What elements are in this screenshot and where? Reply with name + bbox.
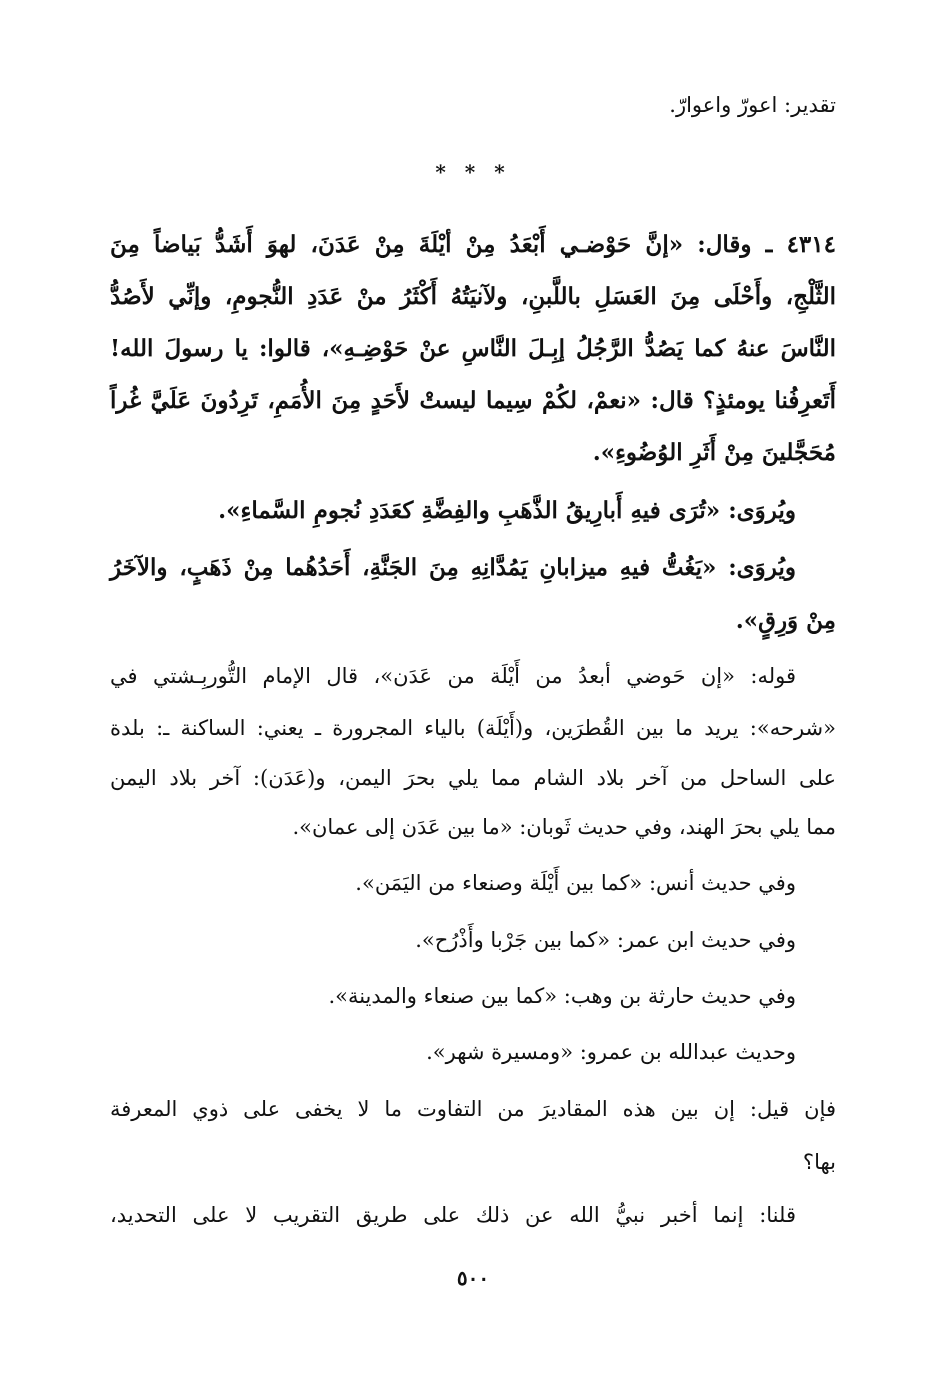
narration-haritha: وفي حديث حارثة بن وهب: «كما بين صنعاء والمدينة». [328, 984, 796, 1008]
objection-line: فإن قيل: إن بين هذه المقاديرَ من التفاوت ما لا يخفى على ذوي المعرفة [110, 1097, 836, 1121]
commentary-line: قوله: «إن حَوضي أبعدُ من أَيْلَة من عَدَن»، قال الإمام التُّوربِـشتي في [110, 664, 796, 688]
narration-line: مِنْ وَرِقٍ». [735, 607, 836, 634]
page-number: ٥٠٠ [456, 1266, 490, 1290]
section-separator: * * * [435, 160, 511, 184]
commentary-line: على الساحل من آخر بلاد الشام مما يلي بحرَ اليمن، و(عَدَن): آخر بلاد اليمن [110, 766, 836, 790]
hadith-line: ٤٣١٤ ـ وقال: «إنَّ حَوْضـي أَبْعَدُ مِنْ أيْلَةَ مِنْ عَدَنَ، لهوَ أَشَدُّ بَياضاً مِنَ [110, 231, 836, 258]
hadith-line: أَتَعرِفُنا يومئذٍ؟ قال: «نعمْ، لكُمْ سِيما ليستْ لأَحَدٍ مِنَ الأُمَمِ، تَرِدُونَ عَلَيَّ غُراً [110, 387, 836, 414]
header-note: تقدير: اعورّ واعوارّ. [669, 93, 836, 117]
objection-line: بها؟ [802, 1150, 836, 1174]
narration-line: ويُروَى: «يَغُتُّ فيهِ ميزابانِ يَمُدَّانِهِ مِنَ الجَنَّةِ، أَحَدُهُما مِنْ ذَهَبٍ، والآخَرُ [110, 554, 796, 581]
commentary-line: مما يلي بحرَ الهند، وفي حديث ثَوبان: «ما بين عَدَن إلى عمان». [292, 815, 836, 839]
commentary-line: «شرحه»: يريد ما بين القُطرَين، و(أَيْلَة) بالياء المجرورة ـ يعني: الساكنة ـ: بلدة [110, 716, 836, 740]
answer-line: قلنا: إنما أخبر نبيُّ الله عن ذلك على طريق التقريب لا على التحديد، [110, 1203, 796, 1227]
narration-ibriq: ويُروَى: «تُرَى فيهِ أَبارِيقُ الذَّهَبِ والفِضَّةِ كعَدَدِ نُجومِ السَّماءِ». [218, 497, 796, 524]
hadith-line: النَّاسَ عنهُ كما يَصُدُّ الرَّجُلُ إبِـلَ النَّاسِ عنْ حَوْضِـهِ»، قالوا: يا رسولَ الله! [110, 335, 836, 362]
narration-anas: وفي حديث أنس: «كما بين أَيْلَة وصنعاء من اليَمَن». [355, 871, 796, 895]
narration-ibn-umar: وفي حديث ابن عمر: «كما بين جَرْبا وأَذْرُح». [415, 928, 796, 952]
hadith-line: الثَّلْجِ، وأَحْلَى مِنَ العَسَلِ باللَّبنِ، ولآنيَتُهُ أَكْثَرُ منْ عَدَدِ النُّجومِ، وإنِّي لأَصُدُّ [110, 283, 836, 310]
narration-abdullah: وحديث عبدالله بن عمرو: «ومسيرة شهر». [426, 1040, 796, 1064]
hadith-line: مُحَجَّلينَ مِنْ أَثَرِ الوُضُوءِ». [592, 439, 836, 466]
